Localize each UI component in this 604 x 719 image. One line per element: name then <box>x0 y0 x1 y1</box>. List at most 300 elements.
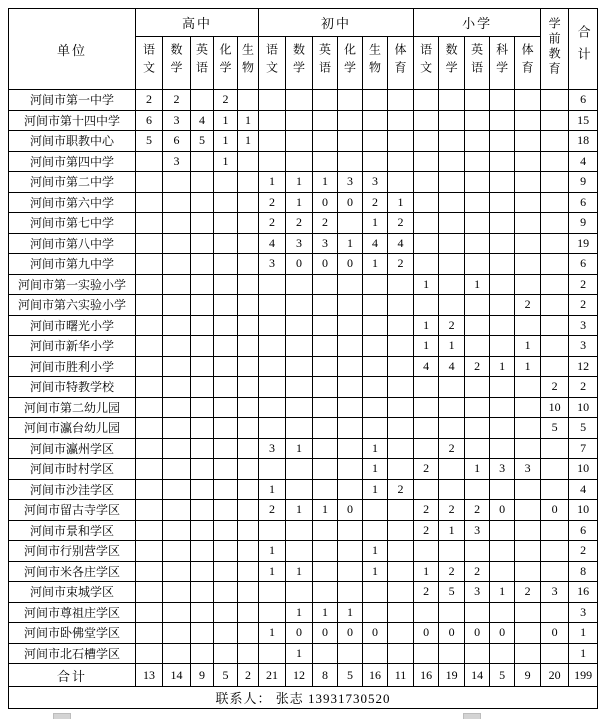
value-cell <box>163 336 191 357</box>
value-cell <box>259 336 286 357</box>
table-row <box>9 274 598 295</box>
value-cell: 1 <box>286 561 313 582</box>
value-cell: 2 <box>388 479 414 500</box>
value-cell: 3 <box>363 172 388 193</box>
value-cell <box>313 582 338 603</box>
table-row <box>9 295 598 316</box>
value-cell: 2 <box>414 459 439 480</box>
value-cell <box>541 520 569 541</box>
value-cell <box>490 520 515 541</box>
subject-header: 生物 <box>363 37 388 90</box>
value-cell: 2 <box>214 90 238 111</box>
table-row <box>9 520 598 541</box>
value-cell <box>388 356 414 377</box>
value-cell <box>414 254 439 275</box>
value-cell <box>214 377 238 398</box>
value-cell <box>163 233 191 254</box>
value-cell <box>286 418 313 439</box>
value-cell: 6 <box>136 110 163 131</box>
value-cell <box>136 213 163 234</box>
row-total-cell: 2 <box>569 295 598 316</box>
value-cell <box>363 315 388 336</box>
value-cell <box>136 561 163 582</box>
value-cell <box>163 561 191 582</box>
value-cell <box>465 602 490 623</box>
value-cell: 5 <box>541 418 569 439</box>
value-cell <box>541 233 569 254</box>
value-cell <box>338 90 363 111</box>
value-cell <box>191 213 214 234</box>
row-total-cell: 2 <box>569 541 598 562</box>
value-cell: 3 <box>465 520 490 541</box>
unit-cell: 河间市卧佛堂学区 <box>9 623 136 644</box>
group-header-row <box>9 9 598 37</box>
unit-cell: 河间市瀛台幼儿园 <box>9 418 136 439</box>
value-cell: 16 <box>363 664 388 687</box>
table-row <box>9 377 598 398</box>
value-cell <box>363 295 388 316</box>
row-total-cell: 5 <box>569 418 598 439</box>
value-cell <box>515 643 541 664</box>
value-cell <box>259 274 286 295</box>
value-cell <box>414 172 439 193</box>
value-cell <box>136 500 163 521</box>
value-cell <box>286 336 313 357</box>
value-cell <box>214 336 238 357</box>
value-cell <box>136 336 163 357</box>
value-cell <box>388 110 414 131</box>
value-cell: 5 <box>136 131 163 152</box>
row-total-cell: 2 <box>569 274 598 295</box>
value-cell <box>238 459 259 480</box>
subject-header: 体育 <box>515 37 541 90</box>
value-cell: 1 <box>363 438 388 459</box>
table-row <box>9 172 598 193</box>
subject-header: 体育 <box>388 37 414 90</box>
value-cell <box>191 254 214 275</box>
value-cell: 2 <box>163 90 191 111</box>
subject-header: 语文 <box>259 37 286 90</box>
value-cell: 1 <box>259 479 286 500</box>
group-header-middleschool: 初中 <box>259 9 414 37</box>
value-cell: 0 <box>439 623 465 644</box>
unit-cell: 河间市景和学区 <box>9 520 136 541</box>
value-cell <box>163 602 191 623</box>
value-cell: 1 <box>214 151 238 172</box>
value-cell <box>163 623 191 644</box>
value-cell <box>163 377 191 398</box>
value-cell <box>214 233 238 254</box>
value-cell <box>214 274 238 295</box>
value-cell <box>191 602 214 623</box>
subject-header: 英语 <box>465 37 490 90</box>
value-cell <box>439 192 465 213</box>
value-cell <box>313 397 338 418</box>
row-total-cell: 6 <box>569 254 598 275</box>
value-cell <box>439 602 465 623</box>
value-cell <box>414 131 439 152</box>
table-row <box>9 602 598 623</box>
value-cell <box>163 520 191 541</box>
value-cell <box>490 541 515 562</box>
value-cell <box>414 643 439 664</box>
value-cell <box>515 561 541 582</box>
value-cell: 9 <box>515 664 541 687</box>
value-cell <box>259 295 286 316</box>
value-cell <box>439 233 465 254</box>
table-row <box>9 131 598 152</box>
value-cell: 1 <box>214 110 238 131</box>
value-cell: 0 <box>338 500 363 521</box>
table-row <box>9 500 598 521</box>
value-cell <box>214 397 238 418</box>
value-cell <box>136 582 163 603</box>
value-cell <box>388 295 414 316</box>
subject-header: 语文 <box>136 37 163 90</box>
value-cell <box>238 418 259 439</box>
value-cell <box>191 623 214 644</box>
value-cell: 3 <box>490 459 515 480</box>
value-cell <box>313 90 338 111</box>
value-cell <box>136 541 163 562</box>
value-cell <box>214 172 238 193</box>
table-row <box>9 643 598 664</box>
value-cell: 1 <box>363 541 388 562</box>
value-cell: 4 <box>363 233 388 254</box>
value-cell <box>541 254 569 275</box>
value-cell <box>363 131 388 152</box>
row-total-cell: 1 <box>569 643 598 664</box>
value-cell <box>541 315 569 336</box>
value-cell <box>238 254 259 275</box>
row-total-cell: 6 <box>569 90 598 111</box>
value-cell <box>515 418 541 439</box>
value-cell <box>338 643 363 664</box>
table-row <box>9 623 598 644</box>
value-cell <box>541 541 569 562</box>
value-cell <box>439 90 465 111</box>
value-cell <box>286 151 313 172</box>
value-cell <box>465 438 490 459</box>
value-cell <box>259 582 286 603</box>
value-cell: 1 <box>238 110 259 131</box>
value-cell <box>388 500 414 521</box>
value-cell <box>541 561 569 582</box>
value-cell <box>313 131 338 152</box>
value-cell <box>286 356 313 377</box>
value-cell: 2 <box>238 664 259 687</box>
value-cell <box>541 172 569 193</box>
value-cell <box>163 541 191 562</box>
unit-cell: 河间市第四中学 <box>9 151 136 172</box>
value-cell <box>338 151 363 172</box>
value-cell <box>238 520 259 541</box>
value-cell <box>541 295 569 316</box>
value-cell <box>163 356 191 377</box>
value-cell <box>214 643 238 664</box>
value-cell <box>136 274 163 295</box>
value-cell <box>286 274 313 295</box>
value-cell <box>338 295 363 316</box>
value-cell <box>286 131 313 152</box>
value-cell <box>259 397 286 418</box>
value-cell <box>439 213 465 234</box>
subject-header: 数学 <box>286 37 313 90</box>
preschool-header-text: 学前教育 <box>547 16 562 77</box>
value-cell <box>465 172 490 193</box>
value-cell <box>515 131 541 152</box>
value-cell: 1 <box>338 233 363 254</box>
value-cell <box>313 438 338 459</box>
value-cell <box>136 520 163 541</box>
subject-header: 数学 <box>439 37 465 90</box>
value-cell <box>259 90 286 111</box>
value-cell <box>238 90 259 111</box>
value-cell: 0 <box>541 500 569 521</box>
value-cell <box>465 131 490 152</box>
value-cell <box>313 418 338 439</box>
value-cell <box>214 520 238 541</box>
value-cell: 2 <box>515 582 541 603</box>
value-cell <box>163 500 191 521</box>
value-cell <box>214 541 238 562</box>
value-cell <box>388 172 414 193</box>
value-cell: 1 <box>259 172 286 193</box>
subject-header: 生物 <box>238 37 259 90</box>
value-cell: 1 <box>259 561 286 582</box>
row-total-cell: 10 <box>569 397 598 418</box>
value-cell <box>313 274 338 295</box>
value-cell: 2 <box>414 500 439 521</box>
value-cell <box>313 151 338 172</box>
value-cell <box>439 110 465 131</box>
value-cell: 1 <box>214 131 238 152</box>
value-cell <box>414 602 439 623</box>
value-cell <box>363 274 388 295</box>
value-cell <box>238 356 259 377</box>
value-cell <box>490 254 515 275</box>
value-cell <box>414 377 439 398</box>
value-cell <box>136 254 163 275</box>
unit-cell: 河间市第二中学 <box>9 172 136 193</box>
value-cell <box>465 377 490 398</box>
value-cell <box>363 151 388 172</box>
value-cell <box>490 397 515 418</box>
value-cell <box>388 397 414 418</box>
subject-header: 科学 <box>490 37 515 90</box>
value-cell <box>338 479 363 500</box>
row-total-cell: 2 <box>569 377 598 398</box>
value-cell: 1 <box>286 438 313 459</box>
value-cell <box>439 254 465 275</box>
table-body <box>9 90 598 687</box>
subject-header: 化学 <box>214 37 238 90</box>
unit-cell: 河间市尊祖庄学区 <box>9 602 136 623</box>
row-total-cell: 6 <box>569 520 598 541</box>
value-cell <box>439 172 465 193</box>
value-cell: 3 <box>163 151 191 172</box>
value-cell: 5 <box>191 131 214 152</box>
value-cell <box>136 438 163 459</box>
value-cell <box>414 233 439 254</box>
value-cell <box>214 500 238 521</box>
value-cell: 1 <box>414 336 439 357</box>
value-cell <box>388 418 414 439</box>
value-cell <box>259 377 286 398</box>
value-cell <box>313 643 338 664</box>
value-cell: 5 <box>490 664 515 687</box>
value-cell <box>259 110 286 131</box>
value-cell: 1 <box>439 336 465 357</box>
row-total-cell: 1 <box>569 623 598 644</box>
value-cell <box>313 459 338 480</box>
value-cell: 5 <box>439 582 465 603</box>
value-cell <box>214 561 238 582</box>
value-cell: 2 <box>465 500 490 521</box>
value-cell <box>515 500 541 521</box>
value-cell <box>214 213 238 234</box>
value-cell <box>515 377 541 398</box>
value-cell: 1 <box>363 254 388 275</box>
value-cell <box>163 418 191 439</box>
value-cell <box>163 643 191 664</box>
value-cell <box>214 254 238 275</box>
value-cell: 14 <box>163 664 191 687</box>
row-total-cell: 4 <box>569 151 598 172</box>
value-cell: 8 <box>313 664 338 687</box>
value-cell <box>515 438 541 459</box>
value-cell <box>313 377 338 398</box>
value-cell: 1 <box>313 500 338 521</box>
value-cell <box>414 90 439 111</box>
unit-cell: 河间市第七中学 <box>9 213 136 234</box>
value-cell <box>191 397 214 418</box>
total-header <box>569 9 598 90</box>
unit-cell: 河间市新华小学 <box>9 336 136 357</box>
unit-cell: 河间市束城学区 <box>9 582 136 603</box>
value-cell: 2 <box>388 254 414 275</box>
value-cell <box>338 459 363 480</box>
value-cell <box>286 110 313 131</box>
value-cell <box>515 397 541 418</box>
value-cell <box>363 90 388 111</box>
value-cell <box>313 479 338 500</box>
unit-cell: 河间市第六中学 <box>9 192 136 213</box>
value-cell: 1 <box>286 172 313 193</box>
value-cell <box>439 274 465 295</box>
value-cell: 2 <box>541 377 569 398</box>
value-cell <box>490 110 515 131</box>
value-cell: 2 <box>515 295 541 316</box>
value-cell: 19 <box>439 664 465 687</box>
value-cell <box>191 356 214 377</box>
value-cell <box>136 643 163 664</box>
value-cell: 1 <box>414 315 439 336</box>
value-cell: 2 <box>439 500 465 521</box>
value-cell <box>465 479 490 500</box>
value-cell: 3 <box>515 459 541 480</box>
value-cell <box>136 459 163 480</box>
value-cell <box>191 541 214 562</box>
value-cell: 1 <box>465 274 490 295</box>
value-cell <box>214 418 238 439</box>
unit-cell: 河间市职教中心 <box>9 131 136 152</box>
value-cell <box>490 418 515 439</box>
table-row <box>9 213 598 234</box>
unit-cell: 河间市沙洼学区 <box>9 479 136 500</box>
value-cell: 1 <box>414 561 439 582</box>
value-cell: 4 <box>414 356 439 377</box>
value-cell <box>191 315 214 336</box>
value-cell <box>363 110 388 131</box>
table-row <box>9 479 598 500</box>
value-cell <box>388 336 414 357</box>
row-total-cell: 3 <box>569 336 598 357</box>
value-cell <box>515 213 541 234</box>
value-cell: 1 <box>490 356 515 377</box>
value-cell <box>363 582 388 603</box>
value-cell <box>439 418 465 439</box>
value-cell <box>286 377 313 398</box>
row-total-cell: 7 <box>569 438 598 459</box>
value-cell <box>490 131 515 152</box>
value-cell <box>541 479 569 500</box>
value-cell <box>191 479 214 500</box>
value-cell <box>490 377 515 398</box>
value-cell <box>238 151 259 172</box>
value-cell <box>388 561 414 582</box>
value-cell <box>490 561 515 582</box>
unit-cell: 河间市行别营学区 <box>9 541 136 562</box>
value-cell <box>338 418 363 439</box>
table-row <box>9 397 598 418</box>
value-cell <box>465 151 490 172</box>
value-cell <box>414 418 439 439</box>
value-cell <box>238 582 259 603</box>
value-cell <box>541 356 569 377</box>
value-cell <box>259 602 286 623</box>
value-cell <box>490 172 515 193</box>
value-cell <box>490 151 515 172</box>
value-cell: 4 <box>388 233 414 254</box>
value-cell: 4 <box>439 356 465 377</box>
value-cell <box>259 131 286 152</box>
group-header-primaryschool: 小学 <box>414 9 541 37</box>
unit-cell: 河间市米各庄学区 <box>9 561 136 582</box>
value-cell <box>163 213 191 234</box>
value-cell <box>388 623 414 644</box>
unit-cell: 河间市第一中学 <box>9 90 136 111</box>
value-cell <box>238 643 259 664</box>
value-cell <box>136 315 163 336</box>
value-cell <box>313 315 338 336</box>
value-cell <box>191 151 214 172</box>
value-cell <box>414 192 439 213</box>
value-cell: 1 <box>439 520 465 541</box>
value-cell <box>136 602 163 623</box>
value-cell <box>163 582 191 603</box>
value-cell <box>515 274 541 295</box>
value-cell <box>338 213 363 234</box>
row-total-cell: 16 <box>569 582 598 603</box>
value-cell <box>363 377 388 398</box>
value-cell: 2 <box>439 561 465 582</box>
preschool-header <box>541 9 569 90</box>
table-row <box>9 336 598 357</box>
value-cell: 11 <box>388 664 414 687</box>
totals-row <box>9 664 598 687</box>
value-cell: 2 <box>388 213 414 234</box>
